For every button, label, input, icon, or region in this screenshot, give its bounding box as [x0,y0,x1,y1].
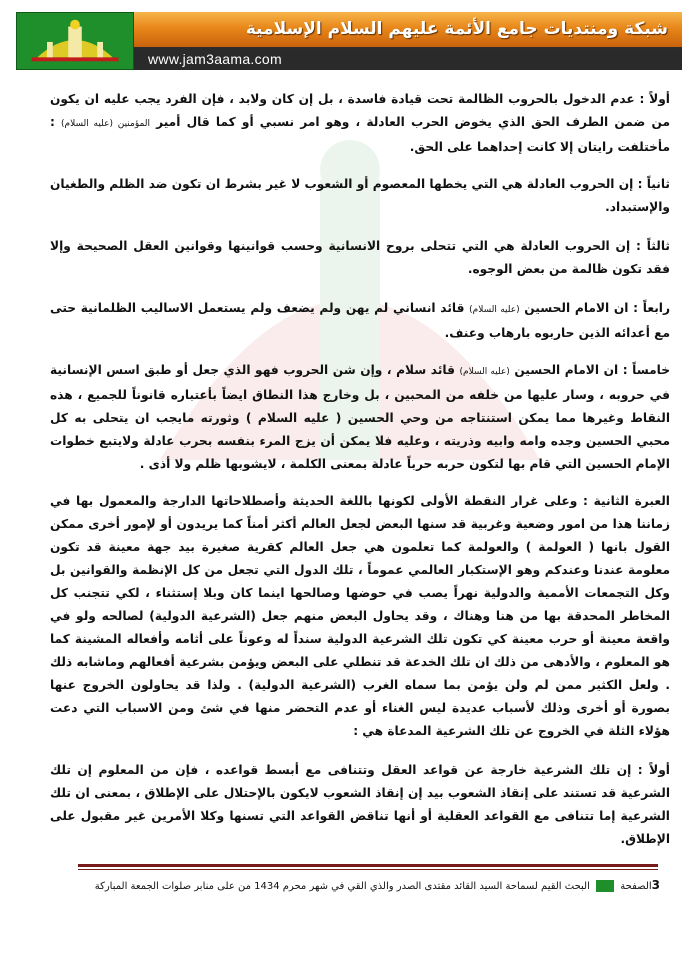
paragraph [50,359,670,476]
paragraph-text: إن الحروب العادلة هي التي يخطها المعصوم أو الشعوب لا غير بشرط ان تكون ضد الظلم والطغيان والإستبداد. [50,177,670,214]
paragraph [50,490,670,745]
honorific: (عليه السلام) [459,367,510,377]
paragraph-text: عدم الدخول بالحروب الظالمة تحت قيادة فاسدة ، بل إن كان ولابد ، فإن الفرد يجب عليه ان يكون من ضمن الطرف الحق الذي يخوض الحرب العادلة ، وهو امر نسبي أو كما قال أمير [50,92,670,129]
page-header [16,12,682,70]
paragraph [50,759,670,853]
page-number: 3 [651,878,660,892]
title-banner [134,12,682,50]
footer-divider-thin [78,869,658,870]
mosque-logo-icon [17,13,133,69]
paragraph-lead: ثالثاً : [630,239,671,253]
honorific: المؤمنين (عليه السلام) [61,119,150,129]
paragraph-lead: ثانياً : [633,177,670,191]
paragraph-text: إن الحروب العادلة هي التي تتحلى بروح الانسانية وحسب قوانينها وقوانين العقل الصحيحة وإلا فقد تكون ظالمة من بعض الوجوه. [50,239,670,276]
paragraph-text: : مأختلفت رايتان إلا كانت إحداهما على الحق. [50,115,670,154]
paragraph [50,297,670,345]
paragraph-text: إن تلك الشرعية خارجة عن قواعد العقل وتتنافى مع أبسط قواعده ، فإن من المعلوم إن تلك الشرعية قد تستند على إنقاذ الشعوب بيد إن إنقاذ الشعوب لايكون بالإحتلال على الإطلاق ، بمعنى ان تلك الشرعية إما تتنافى مع القواعد العقلية أو أنها تناقض القواعد التي تسنها وكلا الأمرين غير مقبول على الإطلاق. [50,763,670,846]
honorific: (عليه السلام) [469,305,520,315]
footer-text: البحث القيم لسماحة السيد القائد مقتدى الصدر والذي القي في شهر محرم 1434 من على منابر صلوات الجمعة المباركة [94,881,590,892]
paragraph-text: وعلى غرار النقطة الأولى لكونها باللغة الحديثة وأصطلاحاتها الدارجة والمعمول بها في زماننا هذا من امور وضعية وغربية قد سنها البعض لجعل العالم أكثر أمناً كما يريدون أو لإمور أخرى ممكن القول بانها ( العولمة ) والعولمة كما تعلمون هي جعل العالم كقرية صغيرة بيد جهة معينة قد تكون معلومة عندنا وعندكم وهو الإستكبار العالمي عموماً ، تلك الدول التي تجعل من كل الإنظمة والقوانين بل وكل التجمعات الأممية والدولية نهراً يصب في حوضها وصالحها اينما كان وبلا إستثناء ، لكي تتجنب كل المخاطر المحدقة بها من هنا وهناك ، وقد يحاول البعض منهم جعل (الشرعية الدولية) لصالحه ولو في واقعة معينة أو حرب معينة كي تكون تلك الشرعية الدولية سنداً له وعوناً على أثامه وأفعاله المشينة كما هو المعلوم ، والأدهى من ذلك ان تلك الخدعة قد تنطلي على البعض ويؤمن بشرعية أفعالهم وماشابه ذلك . ولعل الكثير ممن لم ولن يؤمن بما سماه الغرب (الشرعية الدولية) . ولذا قد يحاولون الخروج عنها بصورة أو أخرى وذلك لأسباب عديدة ليس الغناء أو عدم التحضر منها في شئ ومن الاسباب التي دعت هؤلاء الثلة في الخروج عن تلك الشرعية المدعاة هي : [50,494,670,738]
footer-divider [78,864,658,867]
paragraph-text: ان الامام الحسين [509,363,619,377]
paragraph-text: قائد سلام ، وإن شن الحروب فهو الذي جعل أو طبق اسس الإنسانية في حروبه ، وسار عليها من خلفه من المحبين ، بل وخارج هذا النطاق ايضاً بأعتباره قانوناً للجميع ، هذه النقاط وغيرها مما يمكن استنتاجه من وحي الحسين ( عليه السلام ) وثورته مايجب ان يتحلى به كل محبي الحسين وجده وامه وابيه وذريته ، وعليه فلا يمكن أن يزج المرء بنفسه بحرب عادلة ولايتبع خطوات الإمام الحسين التي قام بها لتكون حربه حرباً عادلة بمعنى الكلمة ، لايشوبها ظلم ولا أذى . [50,363,670,471]
paragraph-lead: العبرة الثانية : [577,494,670,508]
url-banner [134,50,682,70]
page-label: الصفحة [620,881,652,892]
paragraph [50,235,670,283]
paragraph-lead: أولاً : [631,763,670,777]
site-url: www.jam3aama.com [148,51,282,67]
paragraph [50,173,670,221]
paragraph-lead: أولاً : [634,92,670,106]
paragraph-text: ان الامام الحسين [519,301,629,315]
site-title: شبكة ومنتديات جامع الأئمة عليهم السلام الإسلامية [245,19,668,39]
article-body [50,88,670,867]
paragraph-lead: رابعاً : [628,301,670,315]
page-footer [60,878,660,892]
paragraph [50,88,670,159]
paragraph-lead: خامساً : [618,363,671,377]
site-logo [16,12,134,70]
paragraph-text: قائد انساني لم يهن ولم يضعف ولم يستعمل الاساليب الظلمانية حتى مع أعدائه الذين حاربوه بارهاب وعنف. [50,301,670,340]
footer-logo-icon [596,880,614,892]
